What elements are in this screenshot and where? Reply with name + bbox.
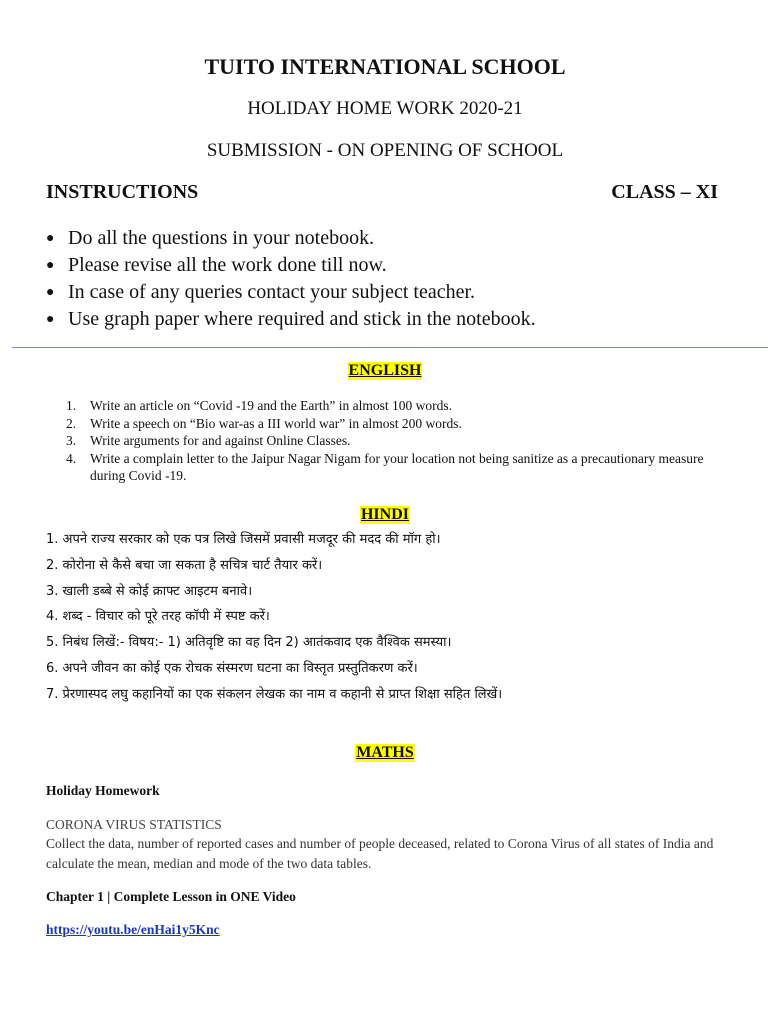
bullet-icon: ● [46,258,55,273]
list-item [46,225,536,252]
video-link[interactable]: https://youtu.be/enHai1y5Knc [46,922,220,937]
maths-subheading: Holiday Homework [46,783,160,798]
maths-heading: MATHS [356,744,414,761]
list-item: 3. खाली डब्बे से कोई क्राफ्ट आइटम बनावे। [46,583,253,599]
instructions-heading: INSTRUCTIONS [46,181,199,203]
hindi-list [46,527,746,708]
list-item [66,397,736,415]
list-item: 1. अपने राज्य सरकार को एक पत्र लिखे जिसमें प्रवासी मजदूर की मदद की मॉग हो। [46,532,441,547]
item-text: Write a complain letter to the Jaipur Nagar Nigam for your location not being sanitize as a precautionary measure during Covid -19. [90,450,704,483]
item-number: 3. [66,433,77,448]
list-item [46,279,536,306]
list-item: 2. कोरोना से कैसे बचा जा सकता है सचित्र चार्ट तैयार करें। [46,557,323,573]
maths-section [0,744,770,762]
chapter-title: Chapter 1 | Complete Lesson in ONE Video [46,889,296,904]
english-heading: ENGLISH [348,362,422,379]
item-number: 2. [66,415,77,431]
item-text: Write an article on “Covid -19 and the Earth” in almost 100 words. [90,398,452,413]
bullet-icon: ● [46,231,55,246]
instruction-text: Use graph paper where required and stick in the notebook. [68,308,536,330]
english-section [0,362,770,380]
item-text: Write arguments for and against Online Classes. [90,433,351,448]
list-item [66,450,736,485]
item-number: 4. [66,450,77,466]
class-label: CLASS – XI [611,181,718,203]
list-item [66,415,736,433]
list-item [66,432,736,450]
english-list [66,397,736,485]
bullet-icon: ● [46,285,55,300]
instructions-list [46,225,536,333]
corona-title: CORONA VIRUS STATISTICS [46,817,222,832]
submission-note: SUBMISSION - ON OPENING OF SCHOOL [206,140,564,161]
list-item [46,252,536,279]
list-item [46,306,536,333]
bullet-icon: ● [46,312,55,327]
list-item: 4. शब्द - विचार को पूरे तरह कॉपी में स्पष्ट करें। [46,609,270,625]
hindi-section [0,506,770,524]
school-name: TUITO INTERNATIONAL SCHOOL [204,54,566,79]
list-item: 5. निबंध लिखें:- विषय:- 1) अतिवृष्टि का वह दिन 2) आतंकवाद एक वैश्विक समस्या। [46,635,452,651]
instruction-text: Do all the questions in your notebook. [68,227,375,249]
item-text: Write a speech on “Bio war-as a III world war” in almost 200 words. [90,415,462,431]
list-item: 6. अपने जीवन का कोई एक रोचक संस्मरण घटना का विस्तृत प्रस्तुतिकरण करें। [46,660,418,676]
section-divider [12,347,768,348]
item-number: 1. [66,398,77,413]
document-title: HOLIDAY HOME WORK 2020-21 [247,98,523,119]
instruction-text: In case of any queries contact your subject teacher. [68,281,476,303]
instruction-text: Please revise all the work done till now. [68,254,387,276]
corona-description: Collect the data, number of reported cases and number of people deceased, related to Corona Virus of all states of India and calculate the mean, median and mode of the two data tables. [46,836,714,871]
list-item: 7. प्रेरणास्पद लघु कहानियों का एक संकलन लेखक का नाम व कहानी से प्राप्त शिक्षा सहित लिखें। [46,686,503,702]
hindi-heading: HINDI [360,506,409,523]
